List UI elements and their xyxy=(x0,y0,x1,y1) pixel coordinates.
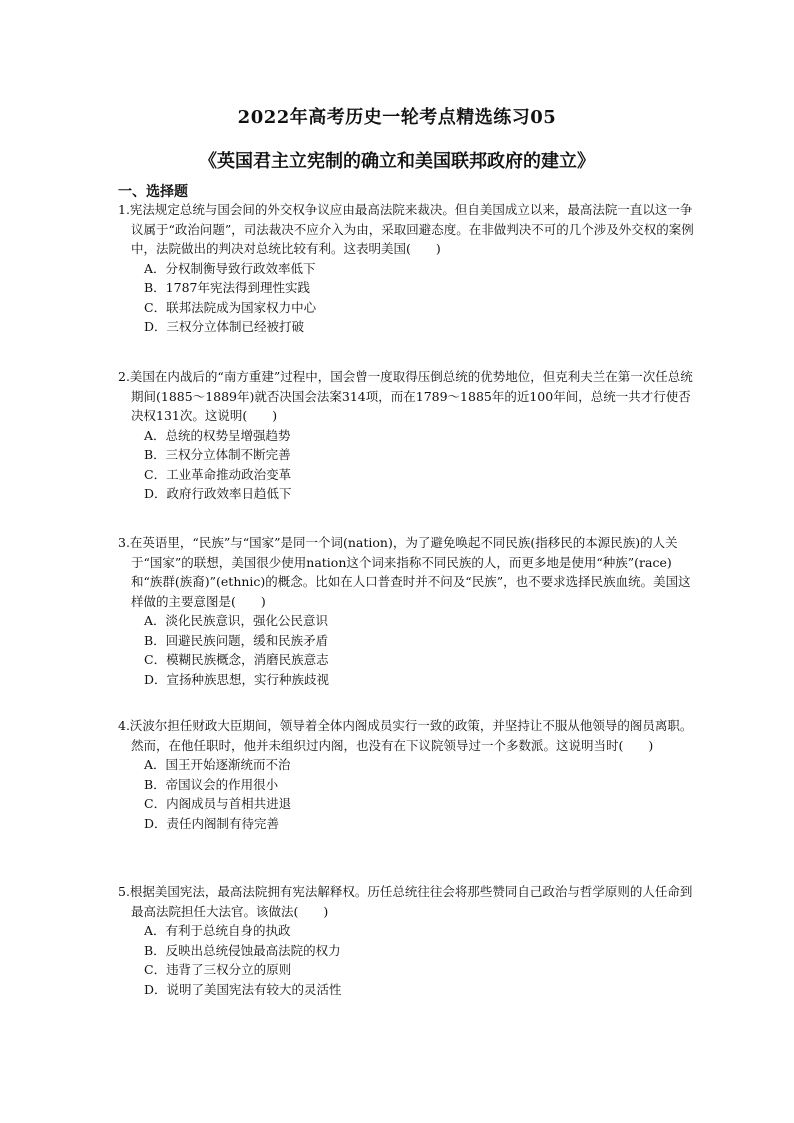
question-5 xyxy=(118,882,700,999)
question-stem: 2.美国在内战后的“南方重建”过程中，国会曾一度取得压倒总统的优势地位，但克利夫兰在第一次任总统期间(1885～1889年)就否决国会法案314项，而在1789～1885年的近100年间，总统一共才行使否决权131次。这说明( ) xyxy=(118,369,693,423)
option-list xyxy=(118,259,700,337)
question-stem: 3.在英语里，“民族”与“国家”是同一个词(nation)，为了避免唤起不同民族(指移民的本源民族)的人关于“国家”的联想，美国很少使用nation这个词来指称不同民族的人，而更多地是使用“种族”(race)和“族群(族裔)”(ethnic)的概念。比如在人口普查时并不问及“民族”，也不要求选择民族血统。美国这样做的主要意图是( ) xyxy=(118,535,691,609)
option-d: D．说明了美国宪法有较大的灵活性 xyxy=(144,981,342,997)
option-c: C．违背了三权分立的原则 xyxy=(144,962,292,977)
option-b: B．回避民族问题，缓和民族矛盾 xyxy=(144,632,329,648)
option-b: B．三权分立体制不断完善 xyxy=(144,447,291,462)
question-2 xyxy=(118,367,700,504)
option-d: D．责任内阁制有待完善 xyxy=(144,815,280,831)
section-heading: 一、选择题 xyxy=(118,184,188,200)
option-a: A．分权制衡导致行政效率低下 xyxy=(144,260,316,276)
option-d: D．宣扬种族思想，实行种族歧视 xyxy=(144,671,330,687)
option-a: A．有利于总统自身的执政 xyxy=(144,923,291,938)
option-list xyxy=(118,755,700,833)
option-c: C．模糊民族概念，消磨民族意志 xyxy=(144,652,329,667)
question-1 xyxy=(118,200,700,337)
option-b: B．帝国议会的作用很小 xyxy=(144,776,279,792)
question-4 xyxy=(118,716,700,833)
page-title: 2022年高考历史一轮考点精选练习05 xyxy=(237,107,557,128)
option-list xyxy=(118,611,700,689)
option-b: B．1787年宪法得到理性实践 xyxy=(144,280,310,295)
option-d: D．政府行政效率日趋低下 xyxy=(144,486,292,501)
question-stem: 4.沃波尔担任财政大臣期间，领导着全体内阁成员实行一致的政策，并坚持让不服从他领导的阁员离职。然而，在他任职时，他并未组织过内阁，也没有在下议院领导过一个多数派。这说明当时( ) xyxy=(118,718,693,753)
page-subtitle: 《英国君主立宪制的确立和美国联邦政府的建立》 xyxy=(199,151,595,172)
option-a: A．总统的权势呈增强趋势 xyxy=(144,427,291,443)
option-a: A．淡化民族意识，强化公民意识 xyxy=(144,613,329,628)
question-stem: 5.根据美国宪法，最高法院拥有宪法解释权。历任总统往往会将那些赞同自己政治与哲学原则的人任命到最高法院担任大法官。该做法( ) xyxy=(118,884,693,919)
option-list xyxy=(118,921,700,999)
question-3 xyxy=(118,533,700,689)
option-b: B．反映出总统侵蚀最高法院的权力 xyxy=(144,942,341,958)
question-stem: 1.宪法规定总统与国会间的外交权争议应由最高法院来裁决。但自美国成立以来，最高法院一直以这一争议属于“政治问题”，司法裁决不应介入为由，采取回避态度。在非做判决不可的几个涉及外交权的案例中，法院做出的判决对总统比较有利。这表明美国( ) xyxy=(118,202,694,256)
option-c: C．内阁成员与首相共进退 xyxy=(144,796,292,811)
option-d: D．三权分立体制已经被打破 xyxy=(144,319,305,334)
option-a: A．国王开始逐渐统而不治 xyxy=(144,757,291,772)
option-c: C．工业革命推动政治变革 xyxy=(144,466,292,482)
option-list xyxy=(118,426,700,504)
option-c: C．联邦法院成为国家权力中心 xyxy=(144,299,317,315)
